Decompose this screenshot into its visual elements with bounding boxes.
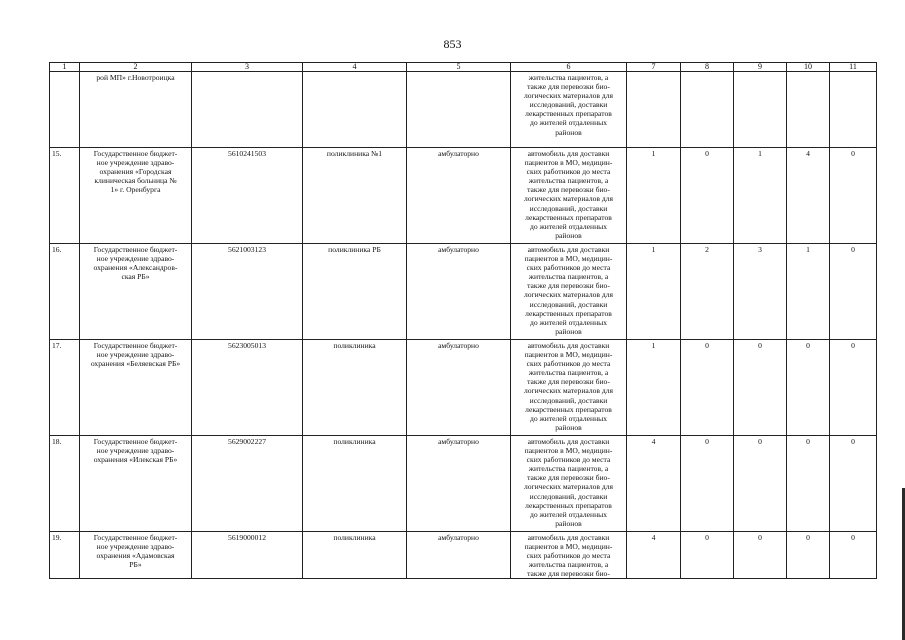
value-col-9: 0 (734, 436, 787, 532)
row-number: 17. (50, 340, 80, 436)
column-number: 10 (787, 63, 830, 72)
organization-code: 5610241503 (192, 148, 303, 244)
organization-name: Государственное бюджет- ное учреждение здраво- охранения «Беляевская РБ» (80, 340, 192, 436)
value-col-7: 1 (627, 244, 681, 340)
column-number: 8 (681, 63, 734, 72)
organization-code: 5619000012 (192, 532, 303, 579)
value-col-10 (787, 72, 830, 148)
value-col-11: 0 (830, 340, 877, 436)
value-col-7: 1 (627, 340, 681, 436)
value-col-11: 0 (830, 436, 877, 532)
value-col-11: 0 (830, 148, 877, 244)
organization-code: 5629002227 (192, 436, 303, 532)
value-col-8 (681, 72, 734, 148)
value-col-8: 0 (681, 436, 734, 532)
table-row (50, 72, 877, 148)
column-number: 7 (627, 63, 681, 72)
value-col-7: 1 (627, 148, 681, 244)
column-number: 3 (192, 63, 303, 72)
column-number: 11 (830, 63, 877, 72)
vehicle-purpose: автомобиль для доставки пациентов в МО, медицин- ских работников до места жительства пациентов, а также для перевозки био- логических материалов для исследований, доставки лекарственных препаратов до жителей отдаленных районов (511, 340, 627, 436)
row-number: 19. (50, 532, 80, 579)
column-number: 1 (50, 63, 80, 72)
value-col-9: 0 (734, 532, 787, 579)
organization-code: 5623005013 (192, 340, 303, 436)
care-type: амбулаторно (407, 340, 511, 436)
column-number: 2 (80, 63, 192, 72)
row-number: 16. (50, 244, 80, 340)
column-number: 6 (511, 63, 627, 72)
organization-name: Государственное бюджет- ное учреждение здраво- охранения «Илекская РБ» (80, 436, 192, 532)
vehicle-purpose: автомобиль для доставки пациентов в МО, медицин- ских работников до места жительства пациентов, а также для перевозки био- логических материалов для исследований, доставки лекарственных препаратов до жителей отдаленных районов (511, 244, 627, 340)
subdivision: поликлиника (303, 436, 407, 532)
column-number: 9 (734, 63, 787, 72)
column-number: 5 (407, 63, 511, 72)
value-col-7: 4 (627, 532, 681, 579)
care-type: амбулаторно (407, 244, 511, 340)
organization-name: Государственное бюджет- ное учреждение здраво- охранения «Городская клиническая больница № 1» г. Оренбурга (80, 148, 192, 244)
value-col-11: 0 (830, 244, 877, 340)
vehicle-purpose: автомобиль для доставки пациентов в МО, медицин- ских работников до места жительства пациентов, а также для перевозки био- (511, 532, 627, 579)
organization-name: Государственное бюджет- ное учреждение здраво- охранения «Адамовская РБ» (80, 532, 192, 579)
care-type: амбулаторно (407, 532, 511, 579)
value-col-8: 0 (681, 532, 734, 579)
row-number (50, 72, 80, 148)
organization-name: рой МП» г.Новотроицка (80, 72, 192, 148)
row-number: 18. (50, 436, 80, 532)
column-number-row (50, 63, 877, 72)
value-col-9: 1 (734, 148, 787, 244)
organization-name: Государственное бюджет- ное учреждение здраво- охранения «Александров- ская РБ» (80, 244, 192, 340)
subdivision: поликлиника (303, 340, 407, 436)
table-row (50, 436, 877, 532)
table-row (50, 340, 877, 436)
organization-code: 5621003123 (192, 244, 303, 340)
vehicle-purpose: автомобиль для доставки пациентов в МО, медицин- ских работников до места жительства пациентов, а также для перевозки био- логических материалов для исследований, доставки лекарственных препаратов до жителей отдаленных районов (511, 148, 627, 244)
subdivision: поликлиника №1 (303, 148, 407, 244)
vehicle-purpose: автомобиль для доставки пациентов в МО, медицин- ских работников до места жительства пациентов, а также для перевозки био- логических материалов для исследований, доставки лекарственных препаратов до жителей отдаленных районов (511, 436, 627, 532)
subdivision: поликлиника РБ (303, 244, 407, 340)
organization-code (192, 72, 303, 148)
vehicle-purpose: жительства пациентов, а также для перевозки био- логических материалов для исследований, доставки лекарственных препаратов до жителей отдаленных районов (511, 72, 627, 148)
value-col-8: 0 (681, 340, 734, 436)
care-type (407, 72, 511, 148)
value-col-10: 1 (787, 244, 830, 340)
value-col-7: 4 (627, 436, 681, 532)
care-type: амбулаторно (407, 148, 511, 244)
value-col-7 (627, 72, 681, 148)
row-number: 15. (50, 148, 80, 244)
value-col-10: 4 (787, 148, 830, 244)
subdivision (303, 72, 407, 148)
vehicle-allocation-table (49, 62, 877, 579)
subdivision: поликлиника (303, 532, 407, 579)
table-row (50, 148, 877, 244)
value-col-10: 0 (787, 340, 830, 436)
value-col-11 (830, 72, 877, 148)
value-col-10: 0 (787, 436, 830, 532)
table-row (50, 532, 877, 579)
column-number: 4 (303, 63, 407, 72)
value-col-9: 0 (734, 340, 787, 436)
care-type: амбулаторно (407, 436, 511, 532)
page-number: 853 (443, 37, 462, 51)
value-col-10: 0 (787, 532, 830, 579)
value-col-8: 0 (681, 148, 734, 244)
value-col-8: 2 (681, 244, 734, 340)
table-row (50, 244, 877, 340)
value-col-9: 3 (734, 244, 787, 340)
value-col-9 (734, 72, 787, 148)
value-col-11: 0 (830, 532, 877, 579)
